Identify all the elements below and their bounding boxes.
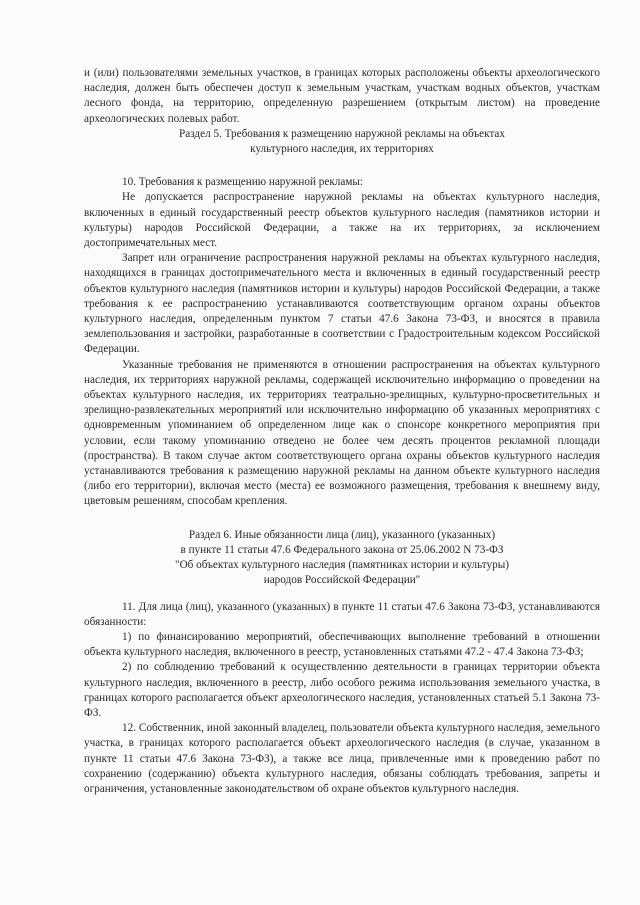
- item-11-1: 1) по финансированию мероприятий, обеспечивающих выполнение требований в отношении объекта культурного наследия, включенного в реестр, установленных статьями 47.2 - 47.4 Закона 73-ФЗ;: [84, 630, 600, 659]
- section-5-paragraph-2: Запрет или ограничение распространения наружной рекламы на объектах культурного наследия, находящихся в границах достопримечательного места и включенных в единый государственный реестр объектов культурного наследия (памятников истории и культуры) народов Российской Федерации, а также требования к ее распространению устанавливаются соответствующим органом охраны объектов культурного наследия, определенным пунктом 7 статьи 47.6 Закона 73-ФЗ, и вносятся в правила землепользования и застройки, разработанные в соответствии с Градостроительным кодексом Российской Федерации.: [84, 252, 600, 356]
- section-6-heading-line-4: народов Российской Федерации": [263, 574, 421, 587]
- spacer: [84, 510, 600, 528]
- section-5-heading-line-1: Раздел 5. Требования к размещению наружной рекламы на объектах: [179, 127, 505, 140]
- section-5-heading-line-2: культурного наследия, их территориях: [250, 143, 434, 156]
- section-6-heading-line-1: Раздел 6. Иные обязанности лица (лиц), указанного (указанных): [188, 528, 496, 541]
- item-12: 12. Собственник, иной законный владелец, пользователи объекта культурного наследия, земельного участка, в границах которого располагается объект археологического наследия (в случае, указанном в пункте 11 статьи 47.6 Закона 73-ФЗ), а также все лица, привлеченные ими к проведению работ по сохранению (содержанию) объекта культурного наследия, обязаны соблюдать требования, запреты и ограничения, установленные законодательством об охране объектов культурного наследия.: [84, 722, 600, 795]
- section-6-heading-line-2: в пункте 11 статьи 47.6 Федерального закона от 25.06.2002 N 73-ФЗ: [180, 543, 504, 556]
- item-11-2: 2) по соблюдению требований к осуществлению деятельности в границах территории объекта культурного наследия, включенного в реестр, либо особого режима использования земельного участка, в границах которого располагается объект археологического наследия, установленных статьей 5.1 Закона 73-ФЗ.: [84, 661, 600, 719]
- section-5-paragraph-1: Не допускается распространение наружной рекламы на объектах культурного наследия, включенных в единый государственный реестр объектов культурного наследия (памятников истории и культуры) народов Российской Федерации, а также на их территориях, за исключением достопримечательных мест.: [84, 191, 600, 250]
- intro-paragraph: и (или) пользователями земельных участков, в границах которых расположены объекты археологического наследия, должен быть обеспечен доступ к земельным участкам, участкам водных объектов, участкам лесного фонда, на территорию, определенную разрешением (открытым листом) на проведение археологических полевых работ.: [84, 67, 600, 125]
- spacer: [84, 157, 600, 175]
- section-6-heading-line-3: "Об объектах культурного наследия (памятниках истории и культуры): [175, 559, 509, 572]
- document-body: [84, 66, 600, 797]
- item-10-title: 10. Требования к размещению наружной рекламы:: [122, 176, 364, 189]
- item-11: 11. Для лица (лиц), указанного (указанных) в пункте 11 статьи 47.6 Закона 73-ФЗ, устанавливаются обязанности:: [84, 600, 600, 628]
- section-5-paragraph-3: Указанные требования не применяются в отношении распространения на объектах культурного наследия, их территориях наружной рекламы, содержащей исключительно информацию о проведении на объектах культурного наследия, их территориях театрально-зрелищных, культурно-просветительных и зрелищно-развлекательных мероприятий или исключительно информацию об указанных мероприятиях с одновременным упоминанием об определенном лице как о спонсоре конкретного мероприятия при условии, если такому упоминанию отведено не более чем десять процентов рекламной площади (пространства). В таком случае актом соответствующего органа охраны объектов культурного наследия устанавливаются требования к размещению наружной рекламы на данном объекте культурного наследия (либо его территории), включая место (места) ее возможного размещения, требования к внешнему виду, цветовым решениям, способам крепления.: [84, 358, 600, 508]
- spacer: [84, 589, 600, 600]
